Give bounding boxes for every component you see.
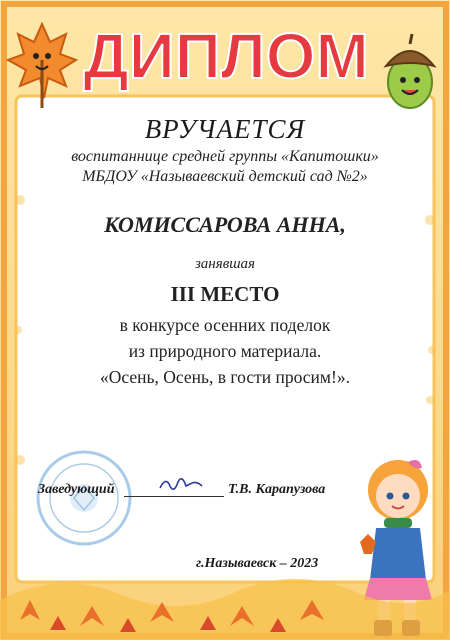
kindergarten-name: МБДОУ «Называевский детский сад №2»: [82, 168, 368, 185]
signature-scribble-icon: [156, 472, 206, 496]
diploma-header: ДИПЛОМ: [83, 20, 369, 92]
acorn-character-icon: [378, 32, 442, 112]
place-label: III МЕСТО: [170, 282, 280, 306]
contest-line-1: в конкурсе осенних поделок: [119, 315, 331, 335]
head-signature-name: Т.В. Карапузова: [228, 482, 326, 497]
took-label: занявшая: [194, 256, 256, 272]
signature-line: [124, 496, 224, 497]
diploma-header-icon: [76, 14, 376, 94]
maple-leaf-icon: [6, 20, 78, 110]
head-label: Заведующий: [38, 482, 115, 497]
contest-line-3: «Осень, Осень, в гости просим!».: [100, 367, 350, 387]
recipient-group: воспитаннице средней группы «Капитошки»: [71, 148, 379, 165]
city-year: г.Называевск – 2023: [196, 556, 319, 571]
autumn-leaves-border-icon: [0, 560, 450, 640]
official-stamp-icon: [34, 448, 134, 548]
recipient-name: КОМИССАРОВА АННА,: [104, 212, 346, 237]
awarded-heading: ВРУЧАЕТСЯ: [144, 114, 306, 144]
contest-line-2: из природного материала.: [128, 341, 322, 361]
